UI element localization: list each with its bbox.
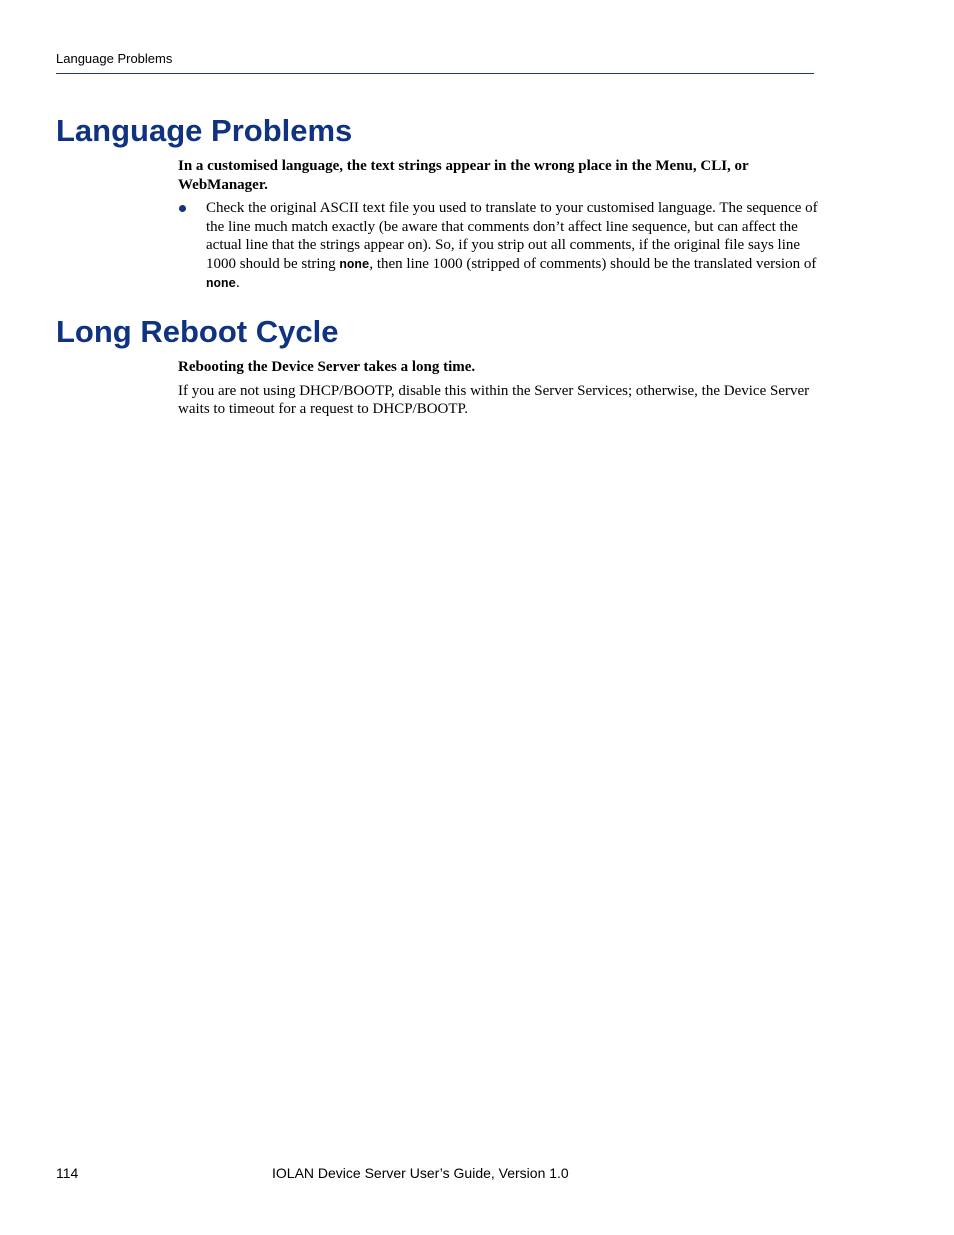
page-number: 114 (56, 1165, 79, 1181)
header-rule (56, 73, 814, 74)
language-problems-lead: In a customised language, the text strings appear in the wrong place in the Menu, CLI, or WebManager. (178, 158, 749, 193)
code-none-1: none (339, 257, 370, 272)
language-problems-bullet (178, 199, 818, 294)
section-title-long-reboot-cycle: Long Reboot Cycle (56, 314, 339, 349)
footer-doc-title: IOLAN Device Server User’s Guide, Version 1.0 (272, 1165, 569, 1181)
code-none-2: none (206, 277, 237, 291)
bullet-text-part2: , then line 1000 (stripped of comments) should be the translated version of (369, 255, 817, 272)
section-title-language-problems: Language Problems (56, 113, 353, 148)
bullet-text-part1: Check the original ASCII text file you used to translate to your customised language. The sequence of the line much match exactly (be aware that comments don’t affect line sequence, but can affect the actual line that the strings appear on). So, if you strip out all comments, if the original file says line 1000 should be string (206, 200, 818, 272)
long-reboot-lead: Rebooting the Device Server takes a long time. (178, 359, 476, 375)
long-reboot-content (178, 358, 818, 419)
bullet-text-part3: . (236, 275, 240, 291)
long-reboot-body: If you are not using DHCP/BOOTP, disable this within the Server Services; otherwise, the Device Server waits to timeout for a request to DHCP/BOOTP. (178, 382, 810, 417)
bullet-dot-icon (179, 205, 186, 212)
running-header: Language Problems (56, 51, 173, 66)
language-problems-content (178, 157, 818, 294)
